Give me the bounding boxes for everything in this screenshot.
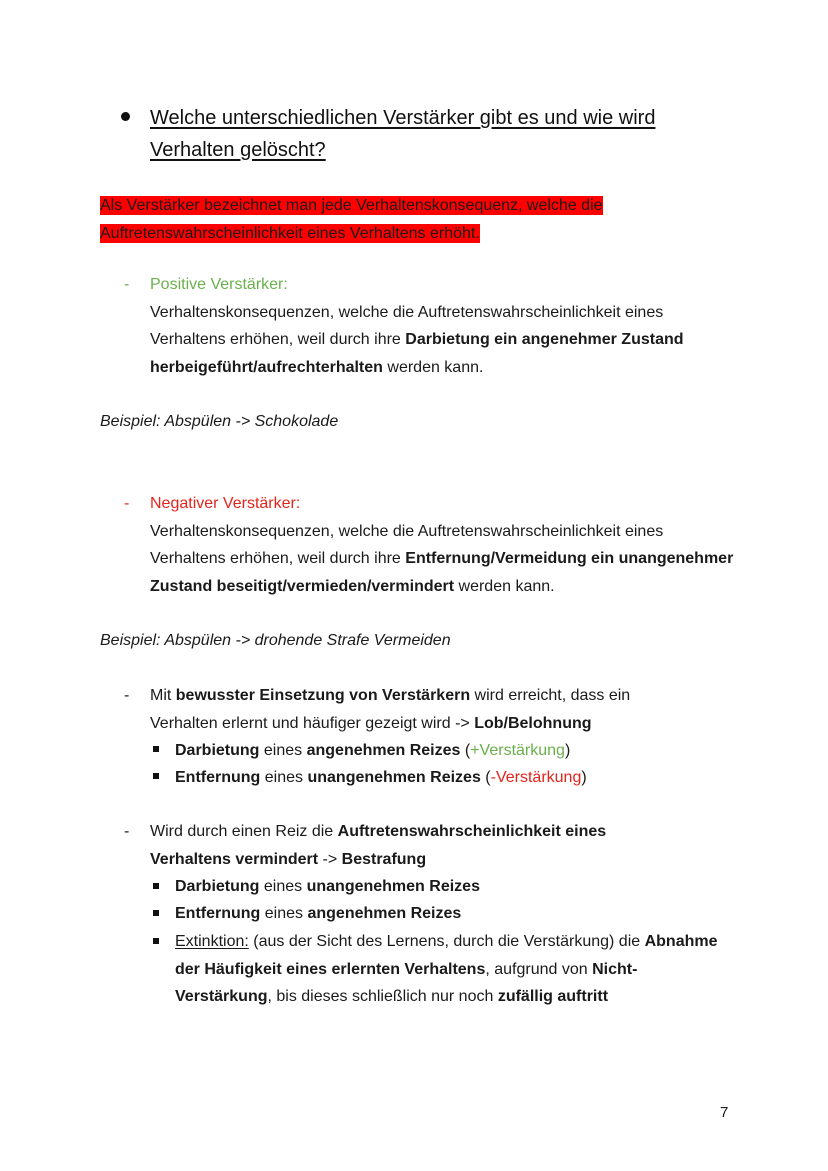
positive-description bbox=[150, 299, 740, 382]
negative-block bbox=[150, 490, 770, 600]
positive-dash: - bbox=[124, 276, 130, 293]
item-text: ( bbox=[460, 742, 471, 759]
item-text: eines bbox=[260, 905, 308, 922]
item-bold: angenehmen Reizes bbox=[307, 905, 462, 922]
reinforcement-block bbox=[150, 682, 690, 737]
extinction-item bbox=[175, 928, 720, 1011]
negative-dash: - bbox=[124, 495, 130, 512]
punishment-text-1: Wird durch einen Reiz die bbox=[150, 823, 338, 840]
negative-description bbox=[150, 518, 740, 601]
extinction-bold-1: Abnahme der Häufigkeit eines erlernten Verhaltens bbox=[175, 933, 718, 978]
positive-reinforcement-tag: +Verstärkung bbox=[470, 742, 565, 759]
negative-reinforcement-tag: -Verstärkung bbox=[490, 769, 582, 786]
square-bullet-icon bbox=[153, 746, 159, 752]
item-bold: unangenehmen Reizes bbox=[306, 878, 480, 895]
page-number: 7 bbox=[720, 1104, 729, 1121]
question-heading: Welche unterschiedlichen Verstärker gibt es und wie wird Verhalten gelöscht? bbox=[150, 107, 656, 161]
reinforcement-bold-2: Lob/Belohnung bbox=[474, 714, 592, 732]
extinction-bold-2: Nicht-Verstärkung bbox=[175, 960, 638, 1005]
item-text: ( bbox=[480, 769, 491, 786]
punishment-bold-2: Bestrafung bbox=[341, 850, 427, 868]
square-bullet-icon bbox=[153, 910, 159, 916]
extinction-text-3: , bis dieses schließlich nur noch bbox=[267, 988, 498, 1005]
negative-example: Beispiel: Abspülen -> drohende Strafe Vermeiden bbox=[100, 632, 451, 649]
square-bullet-icon bbox=[153, 883, 159, 889]
item-text: ) bbox=[564, 742, 571, 759]
extinction-bold-3: zufällig auftritt bbox=[497, 988, 609, 1005]
item-bold: Entfernung bbox=[175, 769, 261, 786]
positive-bold-1: Darbietung ein angenehmer Zustand herbeigeführt/aufrechterhalten bbox=[150, 331, 684, 376]
square-bullet-icon bbox=[153, 773, 159, 779]
item-text: eines bbox=[259, 878, 307, 895]
item-bold: Darbietung bbox=[175, 742, 260, 759]
negative-text-2: werden kann. bbox=[454, 577, 555, 595]
negative-text-1: Verhaltenskonsequenzen, welche die Auftretenswahrscheinlichkeit eines Verhaltens erhöhen, weil durch ihre bbox=[150, 522, 664, 567]
punishment-item-1 bbox=[175, 873, 735, 901]
reinforcement-text-2: wird erreicht, dass ein Verhalten erlernt und häufiger gezeigt wird -> bbox=[150, 687, 631, 732]
punishment-text-2: -> bbox=[318, 850, 342, 868]
definition-block bbox=[100, 192, 680, 248]
square-bullet-icon bbox=[153, 938, 159, 944]
negative-label: Negativer Verstärker: bbox=[150, 495, 301, 512]
extinction-text-2: , aufgrund von bbox=[485, 960, 593, 978]
item-bold: Darbietung bbox=[175, 878, 260, 895]
positive-label: Positive Verstärker: bbox=[150, 276, 288, 293]
reinforcement-item-1 bbox=[175, 737, 735, 765]
reinforcement-text-1: Mit bbox=[150, 687, 176, 704]
extinction-text-1: (aus der Sicht des Lernens, durch die Verstärkung) die bbox=[248, 933, 645, 950]
punishment-block bbox=[150, 818, 670, 873]
reinforcement-bold-1: bewusster Einsetzung von Verstärkern bbox=[175, 687, 471, 704]
reinforcement-item-2 bbox=[175, 764, 735, 792]
punishment-item-2 bbox=[175, 900, 735, 928]
item-text: eines bbox=[259, 742, 307, 759]
item-text: eines bbox=[260, 769, 308, 786]
punishment-bold-1: Auftretenswahrscheinlichkeit eines Verhaltens vermindert bbox=[150, 823, 607, 868]
extinction-label: Extinktion: bbox=[175, 933, 249, 950]
item-text: ) bbox=[581, 769, 587, 786]
punishment-dash: - bbox=[124, 823, 130, 840]
definition-line-1: Als Verstärker bezeichnet man jede Verhaltenskonsequenz, welche die bbox=[100, 197, 603, 214]
positive-example: Beispiel: Abspülen -> Schokolade bbox=[100, 413, 339, 430]
positive-text-1: Verhaltenskonsequenzen, welche die Auftretenswahrscheinlichkeit eines Verhaltens erhöhen, weil durch ihre bbox=[150, 303, 664, 348]
item-bold: angenehmen Reizes bbox=[306, 742, 461, 759]
heading-bullet-icon bbox=[121, 112, 130, 121]
positive-block bbox=[150, 271, 770, 381]
item-bold: unangenehmen Reizes bbox=[307, 769, 481, 786]
positive-text-2: werden kann. bbox=[382, 358, 484, 376]
reinforcement-dash: - bbox=[124, 687, 130, 704]
negative-bold-1: Entfernung/Vermeidung ein unangenehmer Zustand beseitigt/vermieden/vermindert bbox=[150, 550, 734, 595]
definition-line-2: Auftretenswahrscheinlichkeit eines Verhaltens erhöht. bbox=[100, 225, 480, 242]
item-bold: Entfernung bbox=[175, 905, 261, 922]
